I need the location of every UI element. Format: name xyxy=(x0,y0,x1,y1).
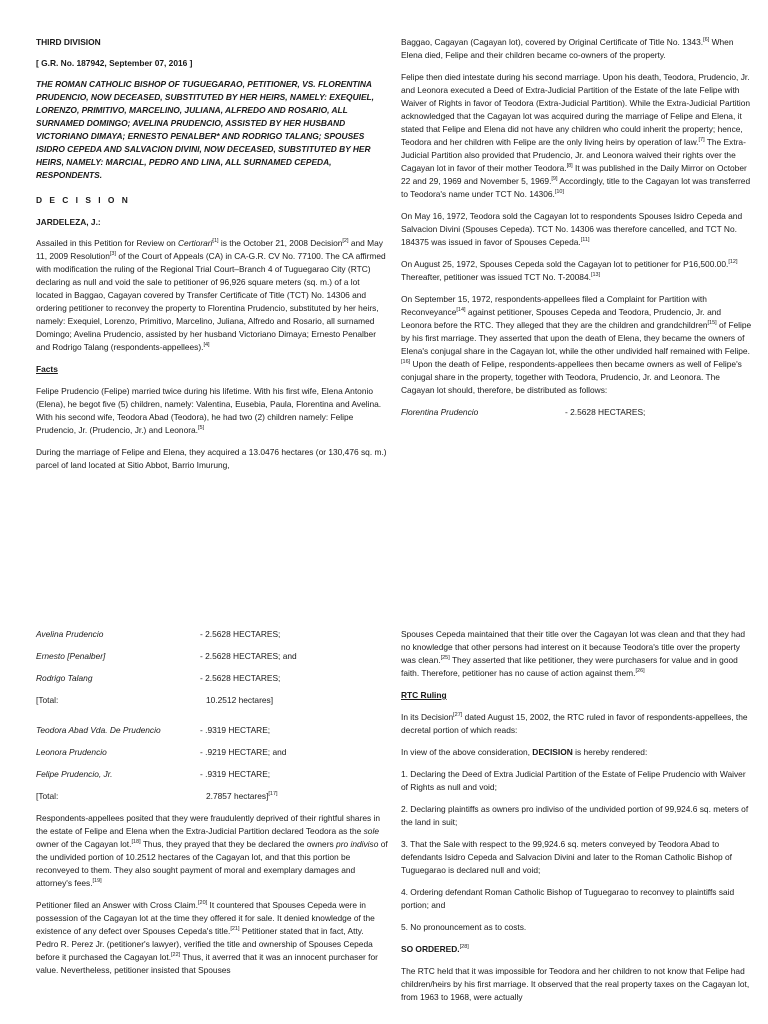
distribution-total: [Total: 10.2512 hectares] xyxy=(36,695,274,705)
paragraph: Felipe Prudencio (Felipe) married twice during his lifetime. With his first wife, Elena Antonio (Elena), he begot five (5) children, namely: Valentina, Eusebia, Paula, Florentina and Avelina. With his second wife, Teodora Abad (Teodora), he had two (2) children namely: Felipe Prudencio, Jr. (Prudencio, Jr.) and Leonora.[5] xyxy=(36,386,382,435)
page-2-right-column xyxy=(401,628,753,1013)
distribution-row: Avelina Prudencio - 2.5628 HECTARES; xyxy=(36,629,281,639)
paragraph: In view of the above consideration, DECISION is hereby rendered: xyxy=(401,747,648,757)
paragraph: The RTC held that it was impossible for Teodora and her children to not know that Felipe had children/heirs by his first marriage. It observed that the real property taxes on the Cagayan lot, from 1963 to 1968, were actually xyxy=(401,966,750,1002)
paragraph: On August 25, 1972, Spouses Cepeda sold the Cagayan lot to petitioner for P16,500.00.[12] Thereafter, petitioner was issued TCT No. T-20084.[13] xyxy=(401,259,738,282)
gr-number: [ G.R. No. 187942, September 07, 2016 ] xyxy=(36,58,193,68)
decretal-item: 2. Declaring plaintiffs as owners pro indiviso of the undivided portion of 99,924.6 sq. meters of the land in suit; xyxy=(401,804,749,827)
distribution-total: [Total: 2.7857 hectares][17] xyxy=(36,791,278,801)
paragraph: Baggao, Cagayan (Cagayan lot), covered by Original Certificate of Title No. 1343.[6] When Elena died, Felipe and their children became co-owners of the property. xyxy=(401,37,734,60)
page-2 xyxy=(0,618,768,1024)
paragraph: On May 16, 1972, Teodora sold the Cagayan lot to respondents Spouses Isidro Cepeda and Salvacion Divini (Spouses Cepeda). TCT No. 14306 was therefore cancelled, and TCT No. 184375 was issued in favor of Spouses Cepeda.[11] xyxy=(401,211,743,247)
distribution-row: Ernesto [Penalber] - 2.5628 HECTARES; and xyxy=(36,651,297,661)
paragraph: Petitioner filed an Answer with Cross Claim.[20] It countered that Spouses Cepeda were in possession of the Cagayan lot at the time they offered it for sale. It denied knowledge of the existence of any defect over Spouses Cepeda's title.[21] Petitioner stated that in fact, Atty. Pedro R. Perez Jr. (petitioner's lawyer), verified the title and ownership of Spouses Cepeda before it purchased the Cagayan lot.[22] Thus, it averred that it was an innocent purchaser for value. Nevertheless, petitioner insisted that Spouses xyxy=(36,900,378,975)
distribution-row: Teodora Abad Vda. De Prudencio - .9319 HECTARE; xyxy=(36,725,271,735)
ponente: JARDELEZA, J.: xyxy=(36,217,101,227)
page-1-left-column xyxy=(36,36,388,481)
division-label: THIRD DIVISION xyxy=(36,37,101,47)
distribution-row: Leonora Prudencio - .9219 HECTARE; and xyxy=(36,747,287,757)
decretal-item: 4. Ordering defendant Roman Catholic Bishop of Tuguegarao to reconvey to plaintiffs said portion; and xyxy=(401,887,735,910)
paragraph: In its Decision[27] dated August 15, 2002, the RTC ruled in favor of respondents-appellees, the decretal portion of which reads: xyxy=(401,712,748,735)
paragraph: During the marriage of Felipe and Elena, they acquired a 13.0476 hectares (or 130,476 sq. m.) parcel of land located at Sitio Abbot, Barrio Imurung, xyxy=(36,447,387,470)
decretal-item: 5. No pronouncement as to costs. xyxy=(401,922,527,932)
facts-heading: Facts xyxy=(36,364,58,374)
case-title: THE ROMAN CATHOLIC BISHOP OF TUGUEGARAO, PETITIONER, VS. FLORENTINA PRUDENCIO, NOW DECEASED, SUBSTITUTED BY HER HEIRS, NAMELY: EXEQUIEL, LORENZO, PRIMITIVO, MARCELINO, JULIANA, ALFREDO AND ROSARIO, ALL SURNAMED DOMINGO; AVELINA PRUDENCIO, ASSISTED BY HER HUSBAND VICTORIANO DIMAYA; ERNESTO PENALBER* AND RODRIGO TALANG; SPOUSES ISIDRO CEPEDA AND SALVACION DIVINI, NOW DECEASED, SUBSTITUTED BY HER HEIRS, NAMELY: MARCIAL, PEDRO AND LINA, ALL SURNAMED CEPEDA, RESPONDENTS. xyxy=(36,79,374,180)
paragraph: Assailed in this Petition for Review on Certiorari[1] is the October 21, 2008 Decision[2] and May 11, 2009 Resolution[3] of the Court of Appeals (CA) in CA-G.R. CV No. 77100. The CA affirmed with modification the ruling of the Regional Trial Court–Branch 4 of Tuguegarao City (RTC) declaring as null and void the sale to petitioner of 96,926 square meters (sq. m.) of a lot located in Baggao, Cagayan covered by Transfer Certificate of Title (TCT) No. 14306 and ordering petitioner to reconvey the property to Florentina Prudencio, substituted by her heirs, namely: Exequiel, Lorenzo, Primitivo, Marcelino, Juliana, Alfredo and Rosario, all surnamed Domingo; Avelina Prudencio, assisted by her husband Victoriano Dimaya; Ernesto Penalber and Rodrigo Talang (respondents-appellees).[4] xyxy=(36,238,386,352)
paragraph: Felipe then died intestate during his second marriage. Upon his death, Teodora, Prudencio, Jr. and Leonora executed a Deed of Extra-Judicial Partition of the Estate of the late Felipe with Waiver of Rights in favor of Teodora (Extra-Judicial Partition). While the Extra-Judicial Partition acknowledged that the Cagayan lot was acquired during the marriage of Felipe and Elena, it stated that Felipe and Elena did not have any children who could inherit the property; hence, Teodora and her children with Felipe are the only living heirs by operation of law.[7] The Extra-Judicial Partition also provided that Prudencio, Jr. and Leonora waived their rights over the Cagayan lot in favor of their mother Teodora.[8] It was published in the Daily Mirror on October 22 and 29, 1969 and November 5, 1969.[9] Accordingly, title to the Cagayan lot was transferred to Teodora's name under TCT No. 14306.[10] xyxy=(401,72,751,199)
paragraph: Respondents-appellees posited that they were fraudulently deprived of their rightful shares in the estate of Felipe and Elena when the Extra-Judicial Partition declared Teodora as the sole owner of the Cagayan lot.[18] Thus, they prayed that they be declared the owners pro indiviso of the undivided portion of 10.2512 hectares of the Cagayan lot, and that this portion be reconveyed to them. They also sought payment of moral and exemplary damages and attorney's fees.[19] xyxy=(36,813,388,888)
paragraph: Spouses Cepeda maintained that their title over the Cagayan lot was clean and that they had no knowledge that other persons had interest on it because Teodora's title over the property was clean.[25] They asserted that like petitioner, they were purchasers for value and in good faith. Therefore, petitioner has no cause of action against them.[26] xyxy=(401,629,746,678)
decretal-item: 3. That the Sale with respect to the 99,924.6 sq. meters conveyed by Teodora Abad to defendants Isidro Cepeda and Salvacion Divini and later to the Roman Catholic Bishop of Tuguegarao is declared null and void; xyxy=(401,839,733,875)
distribution-row: Felipe Prudencio, Jr. - .9319 HECTARE; xyxy=(36,769,271,779)
page-2-left-column xyxy=(36,628,388,986)
rtc-ruling-heading: RTC Ruling xyxy=(401,690,447,700)
paragraph: On September 15, 1972, respondents-appellees filed a Complaint for Partition with Reconveyance[14] against petitioner, Spouses Cepeda and Teodora, Prudencio, Jr. and Leonora before the RTC. They alleged that they are the children and grandchildren[15] of Felipe by his first marriage. They asserted that upon the death of Elena, they became the owners of Elena's conjugal share in the Cagayan lot, while the other undivided half remained with Felipe.[16] Upon the death of Felipe, respondents-appellees then became owners as well of Felipe's conjugal share in the property, together with Teodora, Prudencio, Jr. and Leonora. The Cagayan lot should, therefore, be distributed as follows: xyxy=(401,294,752,395)
decision-heading: D E C I S I O N xyxy=(36,195,131,205)
distribution-row: Rodrigo Talang - 2.5628 HECTARES; xyxy=(36,673,281,683)
distribution-row: Florentina Prudencio - 2.5628 HECTARES; xyxy=(401,407,646,417)
so-ordered: SO ORDERED.[28] xyxy=(401,944,469,954)
decretal-item: 1. Declaring the Deed of Extra Judicial Partition of the Estate of Felipe Prudencio with Waiver of Rights as null and void; xyxy=(401,769,746,792)
page-1-right-column xyxy=(401,36,753,428)
